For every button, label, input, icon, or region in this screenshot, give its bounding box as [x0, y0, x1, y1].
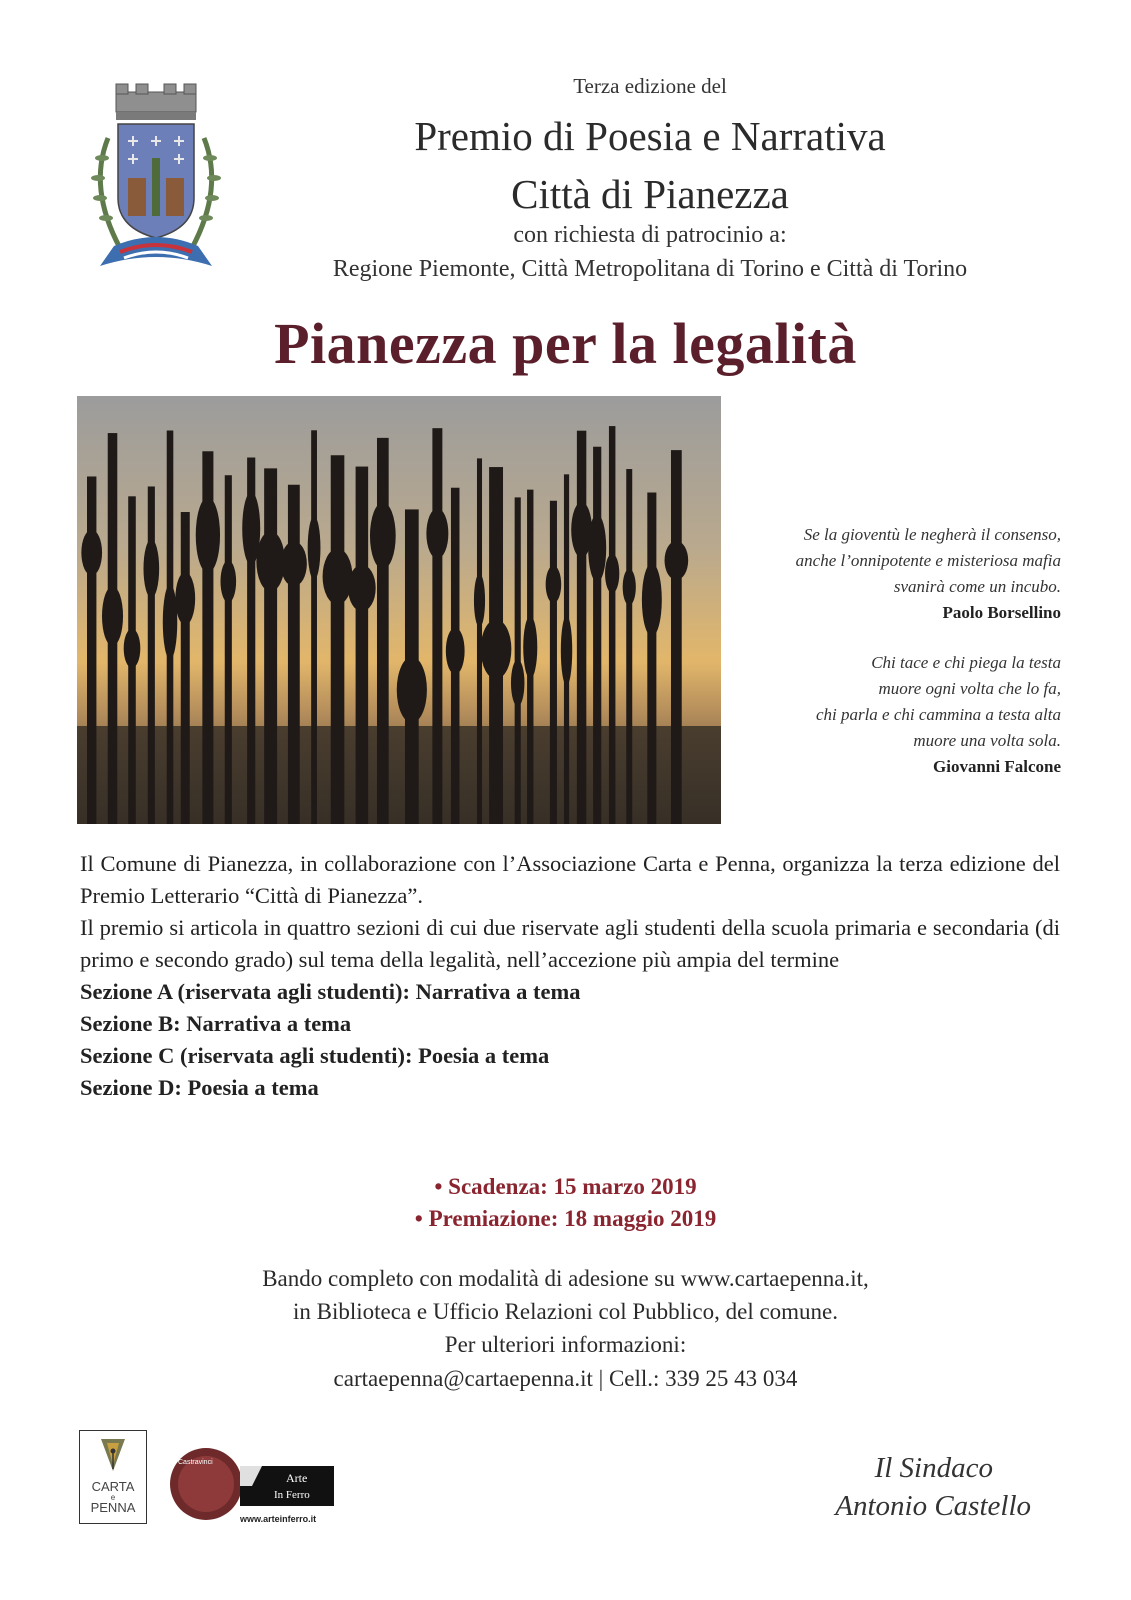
sculpture-bar — [477, 458, 482, 824]
prize-city: Città di Pianezza — [511, 171, 789, 217]
award-date: • Premiazione: 18 maggio 2019 — [414, 1206, 717, 1231]
section-a: Sezione A (riservata agli studenti): Narrativa a tema — [80, 979, 581, 1004]
sculpture-bulge — [642, 563, 662, 636]
quote-line: anche l’onnipotente e misteriosa mafia — [795, 551, 1061, 570]
description-paragraph: Il premio si articola in quattro sezioni di cui due riservate agli studenti della scuola primaria e secondaria (di primo e secondo grado) sul tema della legalità, nell’accezione più ampia del termine — [80, 915, 1060, 972]
contact-line: cartaepenna@cartaepenna.it | Cell.: 339 25 43 034 — [333, 1366, 798, 1391]
sculpture-bulge — [523, 616, 537, 678]
info-line: Bando completo con modalità di adesione su www.cartaepenna.it, — [262, 1266, 869, 1291]
sculpture-bulge — [221, 560, 237, 602]
sculpture-bulge — [561, 616, 572, 686]
info-line: in Biblioteca e Ufficio Relazioni col Pubblico, del comune. — [292, 1299, 839, 1324]
sculpture-bulge — [175, 572, 195, 625]
sculpture-bulge — [426, 508, 448, 558]
sculpture-bulge — [474, 574, 485, 628]
sculpture-bar — [577, 431, 586, 824]
sculpture-bulge — [256, 531, 285, 591]
sculpture-bar — [609, 426, 615, 824]
sculpture-bar — [356, 467, 369, 824]
sculpture-bulge — [196, 497, 220, 572]
logo-text: Arte — [286, 1471, 308, 1485]
main-heading: Pianezza per la legalità — [274, 311, 857, 376]
sculpture-bar — [264, 468, 277, 824]
sculpture-bar — [311, 430, 317, 824]
sculpture-bar — [225, 475, 232, 824]
sculpture-bulge — [281, 541, 307, 586]
sculpture-bar — [671, 450, 682, 824]
sculpture-bar — [550, 501, 557, 824]
quote-line: chi parla e chi cammina a testa alta — [815, 705, 1061, 724]
quote-line: svanirà come un incubo. — [893, 577, 1061, 596]
sculpture-photo — [77, 396, 721, 824]
logo-text: e — [110, 1493, 116, 1502]
sculpture-bulge — [397, 657, 427, 723]
quote-line: muore ogni volta che lo fa, — [878, 679, 1061, 698]
quote-author: Paolo Borsellino — [942, 603, 1061, 622]
sculpture-bulge — [370, 502, 396, 569]
logo-text: PENNA — [90, 1500, 136, 1515]
sculpture-bar — [87, 476, 96, 824]
patronage-list: Regione Piemonte, Città Metropolitana di Torino e Città di Torino — [332, 256, 968, 282]
sculpture-bulge — [143, 539, 159, 597]
sculpture-bar — [626, 469, 632, 824]
edition-label: Terza edizione del — [573, 74, 727, 98]
logo-text: CARTA — [91, 1479, 135, 1494]
quote-line: muore una volta sola. — [913, 731, 1061, 750]
info-line: Per ulteriori informazioni: — [444, 1332, 687, 1357]
quote-borsellino — [701, 522, 1061, 626]
sculpture-bar — [288, 485, 300, 824]
section-b: Sezione B: Narrativa a tema — [80, 1011, 352, 1036]
signature-name: Antonio Castello — [835, 1490, 1031, 1522]
fountain-pen-icon — [93, 1435, 133, 1475]
sculpture-bar — [647, 492, 656, 824]
sculpture-bulge — [308, 516, 321, 579]
sculpture-bulge — [665, 541, 689, 580]
sculpture-bulge — [623, 569, 636, 605]
deadline-date: • Scadenza: 15 marzo 2019 — [434, 1174, 697, 1199]
coat-of-arms-icon — [80, 78, 232, 280]
quote-line: Se la gioventù le negherà il consenso, — [803, 525, 1061, 544]
quote-line: Chi tace e chi piega la testa — [871, 653, 1061, 672]
sculpture-bulge — [605, 554, 619, 593]
sculpture-bulge — [446, 628, 465, 675]
arte-in-ferro-url: www.arteinferro.it — [240, 1514, 317, 1524]
sculpture-bulge — [348, 565, 376, 612]
intro-paragraph: Il Comune di Pianezza, in collaborazione con l’Associazione Carta e Penna, organizza la terza edizione del Premio Letterario “Città di Pianezza”. — [80, 851, 1060, 908]
section-d: Sezione D: Poesia a tema — [80, 1075, 319, 1100]
sculpture-bar — [432, 428, 442, 824]
sculpture-bar — [181, 512, 190, 824]
sculpture-bulge — [546, 566, 562, 603]
sculpture-bar — [331, 455, 345, 824]
sculpture-bar — [377, 438, 389, 824]
signature-title: Il Sindaco — [874, 1452, 993, 1484]
sculpture-bulge — [588, 514, 606, 582]
logo-text: In Ferro — [274, 1489, 310, 1501]
prize-title: Premio di Poesia e Narrativa — [414, 113, 886, 159]
logo-text: Castravinci — [178, 1459, 213, 1466]
sculpture-bulge — [124, 629, 141, 668]
body-text — [80, 848, 1060, 1104]
sculpture-bar — [593, 447, 601, 824]
sculpture-bulge — [481, 619, 512, 678]
sculpture-bulge — [102, 586, 123, 646]
patronage-intro: con richiesta di patrocinio a: — [513, 222, 787, 248]
sculpture-bulge — [511, 660, 524, 707]
section-c: Sezione C (riservata agli studenti): Poesia a tema — [80, 1043, 550, 1068]
sculpture-bulge — [81, 530, 102, 576]
quote-falcone — [701, 650, 1061, 780]
carta-e-penna-logo — [79, 1430, 147, 1524]
quote-author: Giovanni Falcone — [933, 757, 1061, 776]
sculpture-bulge — [323, 549, 353, 605]
sculpture-bulge — [163, 585, 177, 660]
sculpture-bar — [148, 486, 155, 824]
